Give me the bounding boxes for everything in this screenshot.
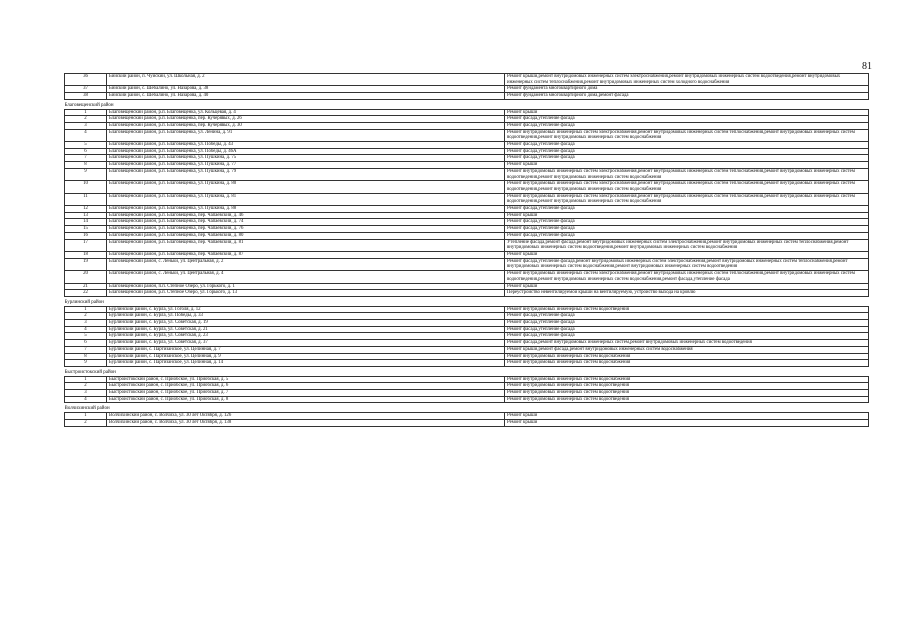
row-number: 7	[65, 346, 107, 353]
table-row	[65, 93, 869, 100]
address-cell: Бурлинский район, с. Бурла, ул. Советская, д. 37	[107, 340, 505, 347]
row-number: 37	[65, 86, 107, 93]
table-row	[65, 290, 869, 297]
row-number: 3	[65, 122, 107, 129]
row-number: 11	[65, 193, 107, 205]
address-cell: Благовещенский район, с. Леньки, ул. Центральная, д. 4	[107, 271, 505, 283]
table-row	[65, 155, 869, 162]
address-cell: Бурлинский район, с. Партизанское, ул. Целинная, д. 14	[107, 360, 505, 367]
district-group-row	[65, 366, 869, 376]
table-row	[65, 251, 869, 258]
table-row	[65, 283, 869, 290]
address-cell: Благовещенский район, р.п. Благовещенка, ул. Пушкина, д. 79	[107, 168, 505, 180]
row-number: 6	[65, 340, 107, 347]
district-group-row	[65, 99, 869, 109]
work-cell: Ремонт внутридомовых инженерных систем электроснабжения,ремонт внутридомовых инженерных систем теплоснабжения,ремонт внутридомовых инженерных систем водоотведения,ремонт внутридомовых инженерных систем водоснабжения	[505, 168, 869, 180]
table-row	[65, 271, 869, 283]
row-number: 12	[65, 206, 107, 213]
address-cell: Бийский район, с. Шебалино, ул. Назарова, д. 40	[107, 93, 505, 100]
work-cell: Ремонт фасада,утепление фасада	[505, 116, 869, 123]
address-cell: Благовещенский район, р.п. Благовещенка, пер. Чапаевский, д. 74	[107, 219, 505, 226]
work-cell: Ремонт внутридомовых инженерных систем электроснабжения,ремонт внутридомовых инженерных систем теплоснабжения,ремонт внутридомовых инженерных систем водоотведения,ремонт внутридомовых инженерных систем водоснабжения,ремонт фасада,утепление фасада	[505, 271, 869, 283]
row-number: 15	[65, 226, 107, 233]
address-cell: Благовещенский район, п.п. Степное Озеро, ул. Горького, д. 1	[107, 283, 505, 290]
table-row	[65, 360, 869, 367]
address-cell: Бурлинский район, с. Бурла, ул. Советская, д. 21	[107, 326, 505, 333]
row-number: 9	[65, 168, 107, 180]
table-row	[65, 326, 869, 333]
document-body	[64, 73, 869, 427]
work-cell: Ремонт внутридомовых инженерных систем электроснабжения,ремонт внутридомовых инженерных систем теплоснабжения,ремонт внутридомовых инженерных систем водоотведения,ремонт внутридомовых инженерных систем водоснабжения	[505, 193, 869, 205]
table-row	[65, 419, 869, 426]
address-cell: Благовещенский район, р.п. Благовещенка, пер. Чапаевский, д. 76	[107, 226, 505, 233]
table-row	[65, 206, 869, 213]
table-row	[65, 226, 869, 233]
address-cell: Волчихинский район, с. Волчиха, ул. 30 лет Октября, д. 126	[107, 413, 505, 420]
work-cell: Ремонт внутридомовых инженерных систем электроснабжения,ремонт внутридомовых инженерных систем теплоснабжения,ремонт внутридомовых инженерных систем водоотведения,ремонт внутридомовых инженерных систем водоснабжения	[505, 181, 869, 193]
row-number: 21	[65, 283, 107, 290]
table-row	[65, 390, 869, 397]
table-row	[65, 193, 869, 205]
work-cell: Ремонт крыши,ремонт внутридомовых инженерных систем электроснабжения,ремонт внутридомовых инженерных систем водоотведения,ремонт внутридомовых инженерных систем теплоснабжения,ремонт внутридомовых инженерных систем холодного водоснабжения	[505, 74, 869, 86]
table-row	[65, 142, 869, 149]
table-row	[65, 320, 869, 327]
address-cell: Благовещенский район, р.п. Благовещенка, ул. Победы, д. 43	[107, 142, 505, 149]
work-cell: Ремонт фасада,утепление фасада	[505, 333, 869, 340]
work-cell: Ремонт внутридомовых инженерных систем водоснабжения	[505, 353, 869, 360]
work-cell: Ремонт крыши	[505, 251, 869, 258]
work-cell: Ремонт крыши,ремонт фасада,ремонт внутридомовых инженерных систем водоснабжения	[505, 346, 869, 353]
work-cell: Ремонт фасада,утепление фасада	[505, 320, 869, 327]
row-number: 2	[65, 419, 107, 426]
row-number: 8	[65, 353, 107, 360]
address-cell: Благовещенский район, р.п. Благовещенка, ул. Пушкина, д. 80	[107, 181, 505, 193]
row-number: 1	[65, 376, 107, 383]
row-number: 20	[65, 271, 107, 283]
row-number: 8	[65, 162, 107, 169]
row-number: 7	[65, 155, 107, 162]
work-cell: Ремонт фасада,утепление фасада	[505, 226, 869, 233]
row-number: 2	[65, 313, 107, 320]
table-row	[65, 396, 869, 403]
row-number: 18	[65, 251, 107, 258]
address-cell: Бурлинский район, с. Бурла, ул. Победы, д. 33	[107, 313, 505, 320]
row-number: 1	[65, 413, 107, 420]
table-row	[65, 168, 869, 180]
table-row	[65, 333, 869, 340]
address-cell: Благовещенский район, р.п. Благовещенка, пер. Чапаевский, д. 87	[107, 251, 505, 258]
row-number: 38	[65, 93, 107, 100]
work-cell: Ремонт внутридомовых инженерных систем водоотведения	[505, 383, 869, 390]
table-row	[65, 346, 869, 353]
address-cell: Благовещенский район, р.п. Благовещенка, ул. Ленина, д. 91	[107, 129, 505, 141]
table-row	[65, 74, 869, 86]
address-cell: Благовещенский район, р.п. Благовещенка, пер. Чапаевский, д. 80	[107, 232, 505, 239]
district-name: Бурлинский район	[65, 296, 869, 306]
address-cell: Благовещенский район, р.п. Степное Озеро, ул. Горького, д. 13	[107, 290, 505, 297]
address-cell: Волчихинский район, с. Волчиха, ул. 30 лет Октября, д. 138	[107, 419, 505, 426]
work-cell: Ремонт фасада,утепление фасада	[505, 142, 869, 149]
address-cell: Бурлинский район, с. Бурла, ул. Гоголя, д. 12	[107, 306, 505, 313]
address-cell: Благовещенский район, р.п. Благовещенка, ул. Пушкина, д. 77	[107, 162, 505, 169]
address-cell: Благовещенский район, р.п. Благовещенка, ул. Пушкина, д. 81	[107, 193, 505, 205]
work-cell: Ремонт внутридомовых инженерных систем водоотведения	[505, 396, 869, 403]
work-cell: Ремонт внутридомовых инженерных систем водоотведения	[505, 390, 869, 397]
table-row	[65, 212, 869, 219]
work-cell: Ремонт крыши	[505, 212, 869, 219]
address-cell: Благовещенский район, р.п. Благовещенка, ул. Кольцевая, д. 4	[107, 109, 505, 116]
row-number: 1	[65, 109, 107, 116]
work-cell: Ремонт внутридомовых инженерных систем электроснабжения,ремонт внутридомовых инженерных систем теплоснабжения,ремонт внутридомовых инженерных систем водоотведения,ремонт внутридомовых инженерных систем водоснабжения	[505, 129, 869, 141]
work-cell: Ремонт фундамента многоквартирного дома	[505, 86, 869, 93]
address-cell: Быстроистокский район, с. Приобское, ул. Приобская, д. 7	[107, 390, 505, 397]
address-cell: Благовещенский район, р.п. Благовещенка, ул. Победы, д. 46А	[107, 148, 505, 155]
table-row	[65, 116, 869, 123]
work-cell: Ремонт фасада,утепление фасада	[505, 155, 869, 162]
work-cell: Ремонт внутридомовых инженерных систем водоотведения	[505, 306, 869, 313]
row-number: 9	[65, 360, 107, 367]
row-number: 2	[65, 383, 107, 390]
address-cell: Благовещенский район, р.п. Благовещенка, пер. Кучерявых, д. 26	[107, 116, 505, 123]
work-cell: Ремонт внутридомовых инженерных систем водоснабжения	[505, 376, 869, 383]
work-cell: Ремонт фасада,утепление фасада	[505, 148, 869, 155]
work-cell: Ремонт крыши	[505, 283, 869, 290]
table-row	[65, 148, 869, 155]
address-cell: Бурлинский район, с. Бурла, ул. Советская, д. 23	[107, 333, 505, 340]
row-number: 4	[65, 129, 107, 141]
table-row	[65, 109, 869, 116]
table-row	[65, 122, 869, 129]
table-row	[65, 313, 869, 320]
work-cell: Переустройство невентилируемой крыши на вентилируемую, устройство выхода на кровлю	[505, 290, 869, 297]
work-cell: Ремонт фасада,утепление фасада	[505, 326, 869, 333]
table-row	[65, 340, 869, 347]
address-cell: Бурлинский район, с. Партизанское, ул. Целинная, д. 9	[107, 353, 505, 360]
address-cell: Благовещенский район, р.п. Благовещенка, пер. Чапаевский, д. 46	[107, 212, 505, 219]
work-cell: Ремонт крыши	[505, 162, 869, 169]
table-row	[65, 162, 869, 169]
repair-schedule-table	[64, 73, 869, 427]
row-number: 17	[65, 239, 107, 251]
address-cell: Бийский район, п. Чуйский, ул. Школьная, д. 2	[107, 74, 505, 86]
address-cell: Быстроистокский район, с. Приобское, ул. Приобская, д. 8	[107, 396, 505, 403]
address-cell: Бийский район, с. Шебалино, ул. Назарова, д. 38	[107, 86, 505, 93]
table-row	[65, 181, 869, 193]
table-row	[65, 239, 869, 251]
work-cell: Ремонт крыши	[505, 419, 869, 426]
table-row	[65, 86, 869, 93]
address-cell: Благовещенский район, с. Леньки, ул. Центральная, д. 2	[107, 258, 505, 270]
row-number: 36	[65, 74, 107, 86]
table-row	[65, 376, 869, 383]
table-row	[65, 232, 869, 239]
page-number: 81	[862, 61, 872, 72]
row-number: 19	[65, 258, 107, 270]
table-body	[65, 74, 869, 427]
work-cell: Ремонт фасада,утепление фасада	[505, 313, 869, 320]
row-number: 5	[65, 333, 107, 340]
address-cell: Быстроистокский район, с. Приобское, ул. Приобская, д. 5	[107, 376, 505, 383]
row-number: 22	[65, 290, 107, 297]
work-cell: Ремонт крыши	[505, 413, 869, 420]
table-row	[65, 306, 869, 313]
row-number: 1	[65, 306, 107, 313]
row-number: 6	[65, 148, 107, 155]
table-row	[65, 353, 869, 360]
table-row	[65, 258, 869, 270]
district-name: Благовещенский район	[65, 99, 869, 109]
work-cell: Ремонт фасада,утепление фасада	[505, 232, 869, 239]
work-cell: Ремонт фасада,утепление фасада	[505, 219, 869, 226]
address-cell: Быстроистокский район, с. Приобское, ул. Приобская, д. 6	[107, 383, 505, 390]
district-group-row	[65, 296, 869, 306]
work-cell: Ремонт внутридомовых инженерных систем водоснабжения	[505, 360, 869, 367]
row-number: 13	[65, 212, 107, 219]
work-cell: Ремонт фасада,утепление фасада	[505, 122, 869, 129]
row-number: 16	[65, 232, 107, 239]
address-cell: Благовещенский район, р.п. Благовещенка, пер. Кучерявых, д. 30	[107, 122, 505, 129]
table-row	[65, 383, 869, 390]
work-cell: Ремонт фундамента многоквартирного дома,ремонт фасада	[505, 93, 869, 100]
row-number: 2	[65, 116, 107, 123]
row-number: 3	[65, 320, 107, 327]
address-cell: Благовещенский район, р.п. Благовещенка, ул. Пушкина, д. 88	[107, 206, 505, 213]
row-number: 14	[65, 219, 107, 226]
work-cell: Ремонт фасада,утепление фасада	[505, 206, 869, 213]
work-cell: Утепление фасада,ремонт фасада,ремонт внутридомовых инженерных систем электроснабжения,ремонт внутридомовых инженерных систем теплоснабжения,ремонт внутридомовых инженерных систем водоотведения,ремонт внутридомовых инженерных систем водоснабжения	[505, 239, 869, 251]
address-cell: Благовещенский район, р.п. Благовещенка, ул. Пушкина, д. 75	[107, 155, 505, 162]
address-cell: Бурлинский район, с. Партизанское, ул. Целинная, д. 7	[107, 346, 505, 353]
district-group-row	[65, 403, 869, 413]
table-row	[65, 413, 869, 420]
address-cell: Бурлинский район, с. Бурла, ул. Советская, д. 19	[107, 320, 505, 327]
row-number: 10	[65, 181, 107, 193]
work-cell: Ремонт фасада,ремонт внутридомовых инженерных систем,ремонт внутридомовых инженерных систем водоотведения	[505, 340, 869, 347]
row-number: 5	[65, 142, 107, 149]
district-name: Волчихинский район	[65, 403, 869, 413]
row-number: 4	[65, 326, 107, 333]
address-cell: Благовещенский район, р.п. Благовещенка, пер. Чапаевский, д. 81	[107, 239, 505, 251]
table-row	[65, 129, 869, 141]
row-number: 3	[65, 390, 107, 397]
table-row	[65, 219, 869, 226]
district-name: Быстроистокский район	[65, 366, 869, 376]
work-cell: Ремонт фасада,утепление фасада,ремонт внутридомовых инженерных систем электроснабжения,ремонт внутридомовых инженерных систем теплоснабжения,ремонт внутридомовых инженерных систем водоснабжения,ремонт внутридомовых инженерных систем водоотведения	[505, 258, 869, 270]
work-cell: Ремонт крыши	[505, 109, 869, 116]
row-number: 4	[65, 396, 107, 403]
